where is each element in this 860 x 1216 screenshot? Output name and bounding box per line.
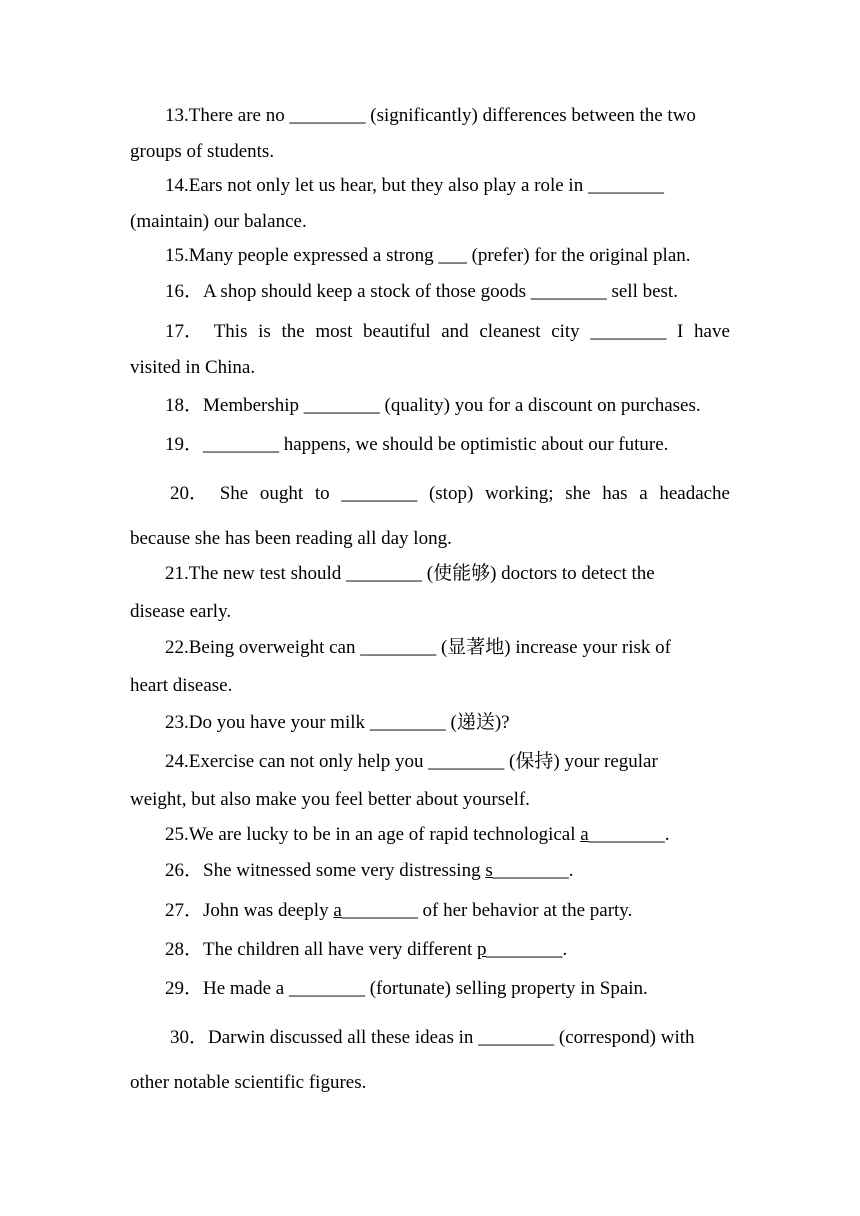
question-26-blank: ________. <box>492 860 574 881</box>
question-20-blank: ________ <box>341 483 418 504</box>
question-26-text: 26．She witnessed some very distressing <box>165 860 486 881</box>
question-20-word: a <box>639 483 648 504</box>
question-17-word: is <box>258 321 271 342</box>
question-30 <box>130 1020 730 1101</box>
question-26 <box>130 853 730 889</box>
question-14-line-1: 14.Ears not only let us hear, but they also play a role in ________ <box>165 175 664 196</box>
question-30-line-2: other notable scientific figures. <box>130 1072 367 1093</box>
question-20-line-1 <box>130 476 730 512</box>
question-28-text: 28．The children all have very different <box>165 939 477 960</box>
question-25-hint-letter: a <box>580 824 589 845</box>
question-15-line-1: 15.Many people expressed a strong ___ (prefer) for the original plan. <box>165 245 691 266</box>
question-16 <box>130 274 730 310</box>
question-29 <box>130 971 730 1007</box>
question-25-line-1 <box>130 817 730 853</box>
question-17-word: and <box>441 321 469 342</box>
question-17-word: I <box>677 321 684 342</box>
question-17-word: This <box>213 321 248 342</box>
question-14-line-2: (maintain) our balance. <box>130 211 307 232</box>
question-28 <box>130 932 730 968</box>
question-25-blank: ________. <box>588 824 670 845</box>
question-20-word: (stop) <box>428 483 474 504</box>
question-25-text: 25.We are lucky to be in an age of rapid technological <box>165 824 581 845</box>
question-30-line-1: 30．Darwin discussed all these ideas in ________ (correspond) with <box>170 1027 695 1048</box>
question-25 <box>130 817 730 853</box>
question-17-word: city <box>551 321 580 342</box>
question-27-hint-letter: a <box>333 900 342 921</box>
question-20-word: she <box>565 483 591 504</box>
question-19-line-1: 19．________ happens, we should be optimistic about our future. <box>165 434 669 455</box>
question-22-line-2: heart disease. <box>130 675 233 696</box>
question-17-word: have <box>694 321 730 342</box>
question-17-word: the <box>281 321 305 342</box>
question-19 <box>130 427 730 463</box>
question-21 <box>130 556 730 630</box>
question-17-line-1 <box>130 314 730 350</box>
question-17-word: most <box>315 321 353 342</box>
question-20-line-2: because she has been reading all day long. <box>130 528 452 549</box>
question-17-line-2: visited in China. <box>130 357 256 378</box>
question-27 <box>130 893 730 929</box>
question-22 <box>130 630 730 704</box>
question-26-hint-letter: s <box>485 860 493 881</box>
question-18-line-1: 18．Membership ________ (quality) you for a discount on purchases. <box>165 395 701 416</box>
question-24-line-1: 24.Exercise can not only help you ________ (保持) your regular <box>165 751 658 772</box>
question-27-blank: ________ of her behavior at the party. <box>341 900 633 921</box>
question-29-line-1: 29．He made a ________ (fortunate) selling property in Spain. <box>165 978 648 999</box>
question-13 <box>130 98 730 170</box>
question-13-line-2: groups of students. <box>130 141 275 162</box>
question-17-word: 17． <box>165 321 204 342</box>
question-17 <box>130 314 730 386</box>
question-26-line-1 <box>130 853 730 889</box>
question-17-blank: ________ <box>590 321 667 342</box>
question-20-word: headache <box>659 483 730 504</box>
question-15 <box>130 238 730 274</box>
question-27-line-1 <box>130 893 730 929</box>
question-27-text: 27．John was deeply <box>165 900 334 921</box>
question-24 <box>130 744 730 818</box>
question-20-word: ought <box>259 483 304 504</box>
question-23 <box>130 705 730 741</box>
question-13-text-1: 13.There are no ________ (significantly) differences between the two <box>165 105 696 126</box>
question-20-word: to <box>314 483 330 504</box>
question-21-line-1: 21.The new test should ________ (使能够) doctors to detect the <box>165 563 655 584</box>
question-20-word: working; <box>484 483 554 504</box>
question-22-line-1: 22.Being overweight can ________ (显著地) increase your risk of <box>165 637 672 658</box>
question-28-blank: ________. <box>486 939 568 960</box>
question-17-word: beautiful <box>363 321 431 342</box>
question-20 <box>130 476 730 557</box>
question-21-line-2: disease early. <box>130 601 232 622</box>
question-23-line-1: 23.Do you have your milk ________ (递送)? <box>165 712 510 733</box>
question-18 <box>130 388 730 424</box>
question-20-word: has <box>602 483 628 504</box>
question-28-line-1 <box>130 932 730 968</box>
question-28-hint-letter: p <box>476 939 487 960</box>
question-14 <box>130 168 730 240</box>
question-20-word: 20． <box>170 483 209 504</box>
question-20-word: She <box>219 483 249 504</box>
question-24-line-2: weight, but also make you feel better about yourself. <box>130 789 530 810</box>
question-13-line-1 <box>130 98 730 134</box>
question-16-line-1: 16．A shop should keep a stock of those goods ________ sell best. <box>165 281 678 302</box>
question-17-word: cleanest <box>479 321 541 342</box>
